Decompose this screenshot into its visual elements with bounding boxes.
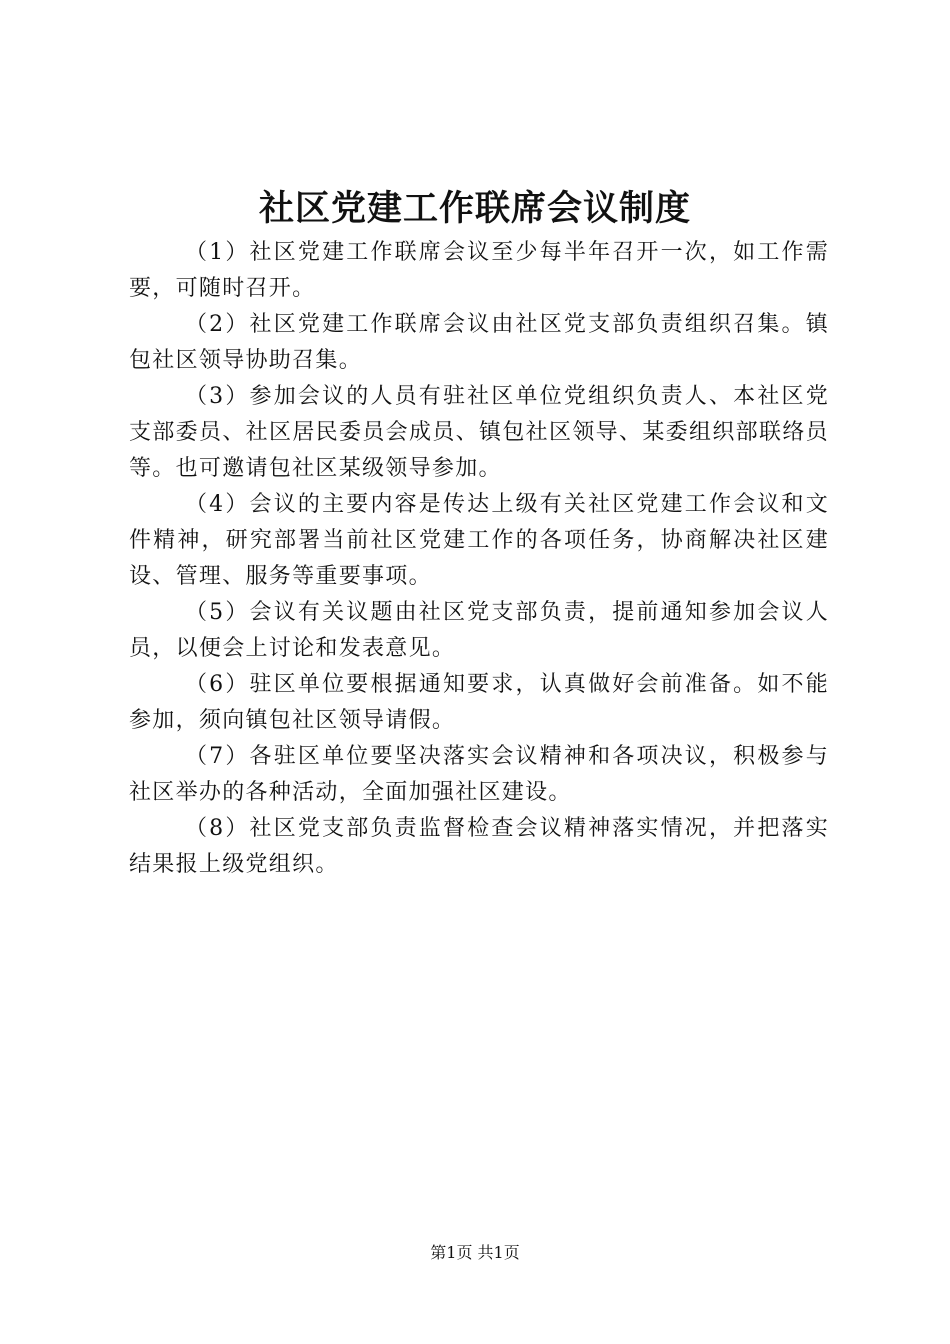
paragraph-4: （4）会议的主要内容是传达上级有关社区党建工作会议和文件精神，研究部署当前社区党建工作的各项任务，协商解决社区建设、管理、服务等重要事项。 — [129, 492, 829, 589]
paragraph-3: （3）参加会议的人员有驻社区单位党组织负责人、本社区党支部委员、社区居民委员会成员、镇包社区领导、某委组织部联络员等。也可邀请包社区某级领导参加。 — [129, 384, 829, 481]
paragraph-8: （8）社区党支部负责监督检查会议精神落实情况，并把落实结果报上级党组织。 — [129, 816, 829, 877]
paragraph-5: （5）会议有关议题由社区党支部负责，提前通知参加会议人员，以便会上讨论和发表意见。 — [129, 600, 829, 661]
page-footer: 第1页 共1页 — [430, 1243, 520, 1262]
document-title: 社区党建工作联席会议制度 — [258, 188, 691, 229]
paragraph-1: （1）社区党建工作联席会议至少每半年召开一次，如工作需要，可随时召开。 — [129, 240, 829, 301]
document-body — [129, 235, 829, 883]
paragraph-7: （7）各驻区单位要坚决落实会议精神和各项决议，积极参与社区举办的各种活动，全面加强社区建设。 — [129, 744, 829, 805]
paragraph-6: （6）驻区单位要根据通知要求，认真做好会前准备。如不能参加，须向镇包社区领导请假。 — [129, 672, 829, 733]
paragraph-2: （2）社区党建工作联席会议由社区党支部负责组织召集。镇包社区领导协助召集。 — [129, 312, 829, 373]
